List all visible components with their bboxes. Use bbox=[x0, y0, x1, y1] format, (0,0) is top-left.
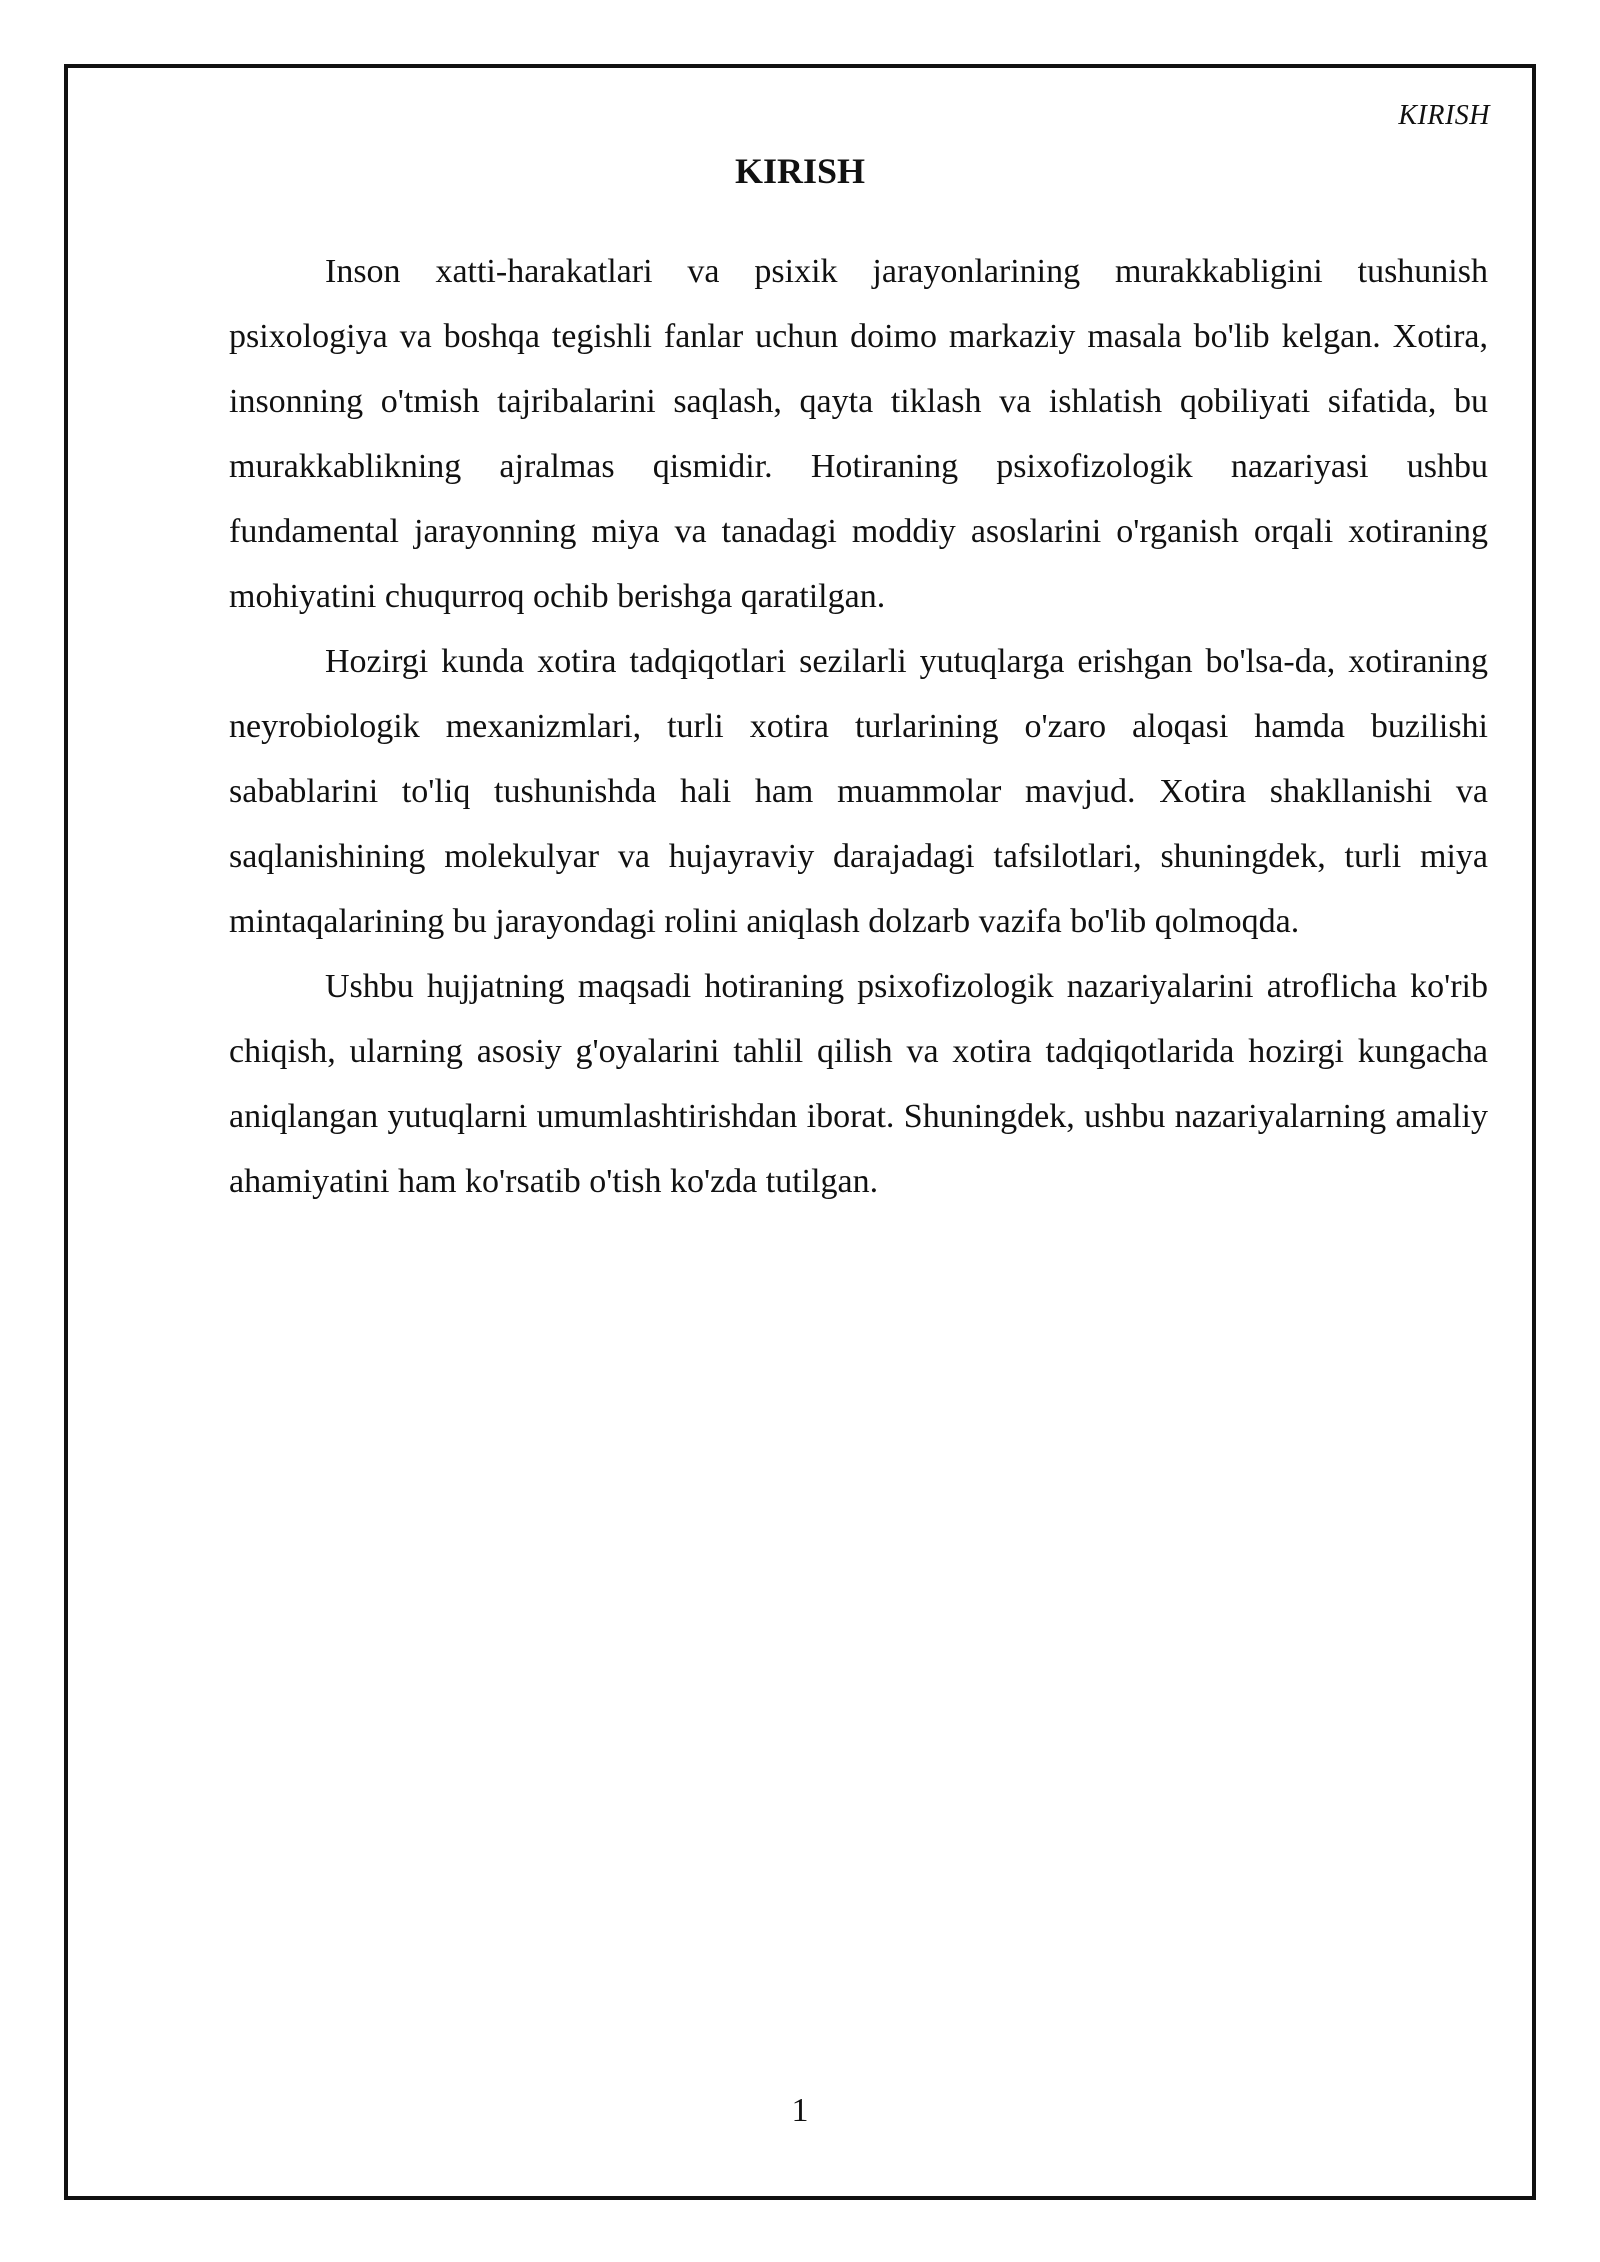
document-body bbox=[229, 239, 1488, 1214]
page-title: KIRISH bbox=[734, 151, 866, 191]
paragraph: Inson xatti-harakatlari va psixik jarayonlarining murakkabligini tushunish psixologiya va boshqa tegishli fanlar uchun doimo markaziy masala bo'lib kelgan. Xotira, insonning o'tmish tajribalarini saqlash, qayta tiklash va ishlatish qobiliyati sifatida, bu murakkablikning ajralmas qismidir. Hotiraning psixofizologik nazariyasi ushbu fundamental jarayonning miya va tanadagi moddiy asoslarini o'rganish orqali xotiraning mohiyatini chuqurroq ochib berishga qaratilgan. bbox=[229, 253, 1488, 615]
running-header: KIRISH bbox=[1398, 100, 1490, 131]
paragraph: Hozirgi kunda xotira tadqiqotlari sezilarli yutuqlarga erishgan bo'lsa-da, xotiraning neyrobiologik mexanizmlari, turli xotira turlarining o'zaro aloqasi hamda buzilishi sabablarini to'liq tushunishda hali ham muammolar mavjud. Xotira shakllanishi va saqlanishining molekulyar va hujayraviy darajadagi tafsilotlari, shuningdek, turli miya mintaqalarining bu jarayondagi rolini aniqlash dolzarb vazifa bo'lib qolmoqda. bbox=[229, 643, 1488, 940]
page-number: 1 bbox=[791, 2092, 809, 2129]
paragraph: Ushbu hujjatning maqsadi hotiraning psixofizologik nazariyalarini atroflicha ko'rib chiqish, ularning asosiy g'oyalarini tahlil qilish va xotira tadqiqotlarida hozirgi kungacha aniqlangan yutuqlarni umumlashtirishdan iborat. Shuningdek, ushbu nazariyalarning amaliy ahamiyatini ham ko'rsatib o'tish ko'zda tutilgan. bbox=[229, 968, 1488, 1200]
